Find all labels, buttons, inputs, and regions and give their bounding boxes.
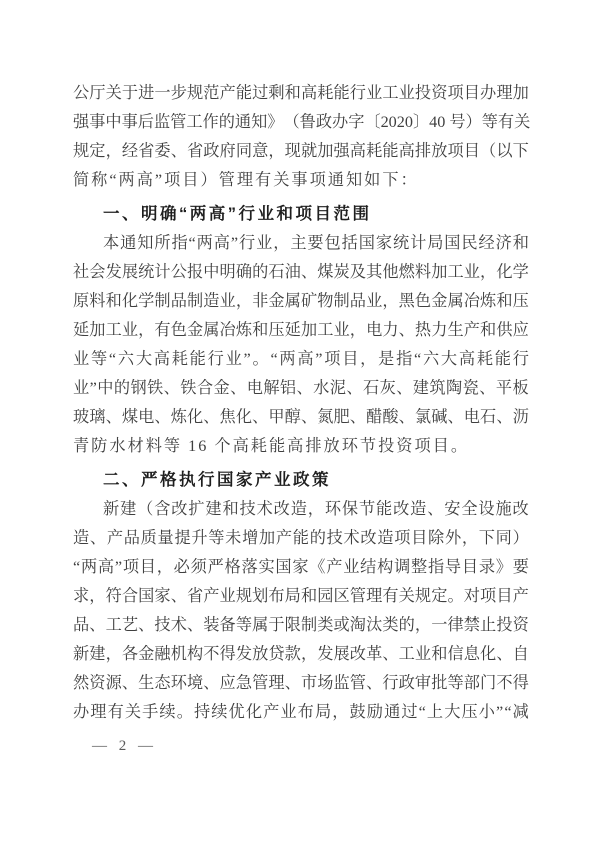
text-line: 本 通 知 所 指 “ 两 高 ” 行 业 ， 主 要 包 括 国 家 统 计 局 国 民 经 济 和 xyxy=(103,234,529,252)
text-line: 然 资 源 、 生 态 环 境 、 应 急 管 理 、 市 场 监 管 、 行 政 审 批 等 部 门 不 得 xyxy=(73,674,529,692)
text-line: 延 加 工 业 ， 有 色 金 属 冶 炼 和 压 延 加 工 业 ， 电 力 、 热 力 生 产 和 供 应 xyxy=(73,321,529,339)
section-2-heading: 二、严格执行国家产业政策 xyxy=(103,471,331,489)
text-line: 办 理 有 关 手 续 。 持 续 优 化 产 业 布 局 ， 鼓 励 通 过 “ 上 大 压 小 ” “ 减 xyxy=(73,703,529,721)
text-line: 玻 璃 、 煤 电 、 炼 化 、 焦 化 、 甲 醇 、 氮 肥 、 醋 酸 、 氯 碱 、 电 石 、 沥 xyxy=(73,408,529,426)
intro-paragraph xyxy=(73,79,529,195)
text-line: 规 定 ， 经 省 委 、 省 政 府 同 意 ， 现 就 加 强 高 耗 能 高 排 放 项 目 （ 以 下 xyxy=(73,142,529,160)
section-1-paragraph xyxy=(73,229,529,461)
text-line: 品 、 工 艺 、 技 术 、 装 备 等 属 于 限 制 类 或 淘 汰 类 的 ， 一 律 禁 止 投 资 xyxy=(73,616,529,634)
text-line: 新 建 ， 各 金 融 机 构 不 得 发 放 贷 款 ， 发 展 改 革 、 工 业 和 信 息 化 、 自 xyxy=(73,645,529,663)
text-line: 原 料 和 化 学 制 品 制 造 业 ， 非 金 属 矿 物 制 品 业 ， 黑 色 金 属 冶 炼 和 压 xyxy=(73,292,529,310)
text-line: 业 等 “ 六 大 高 耗 能 行 业 ” 。 “ 两 高 ” 项 目 ， 是 指 “ 六 大 高 耗 能 行 xyxy=(73,350,529,368)
section-1-heading: 一、明确“两高”行业和项目范围 xyxy=(103,205,372,223)
text-line: 新 建 （ 含 改 扩 建 和 技 术 改 造 ， 环 保 节 能 改 造 、 安 全 设 施 改 xyxy=(103,500,529,518)
text-line: 业 ” 中 的 钢 铁 、 铁 合 金 、 电 解 铝 、 水 泥 、 石 灰 、 建 筑 陶 瓷 、 平 板 xyxy=(73,379,529,397)
text-line: 社 会 发 展 统 计 公 报 中 明 确 的 石 油 、 煤 炭 及 其 他 燃 料 加 工 业 ， 化 学 xyxy=(73,263,529,281)
section-2-paragraph xyxy=(73,495,529,727)
page-number: — 2 — xyxy=(92,738,157,754)
text-line: 强 事 中 事 后 监 管 工 作 的 通 知 》 （ 鲁 政 办 字 〔 2020 〕 40 号 ） 等 有 关 xyxy=(73,113,531,131)
text-line: 青防水材料等 16 个高耗能高排放环节投资项目。 xyxy=(73,437,470,455)
text-line: 求 ， 符 合 国 家 、 省 产 业 规 划 布 局 和 园 区 管 理 有 关 规 定 。 对 项 目 产 xyxy=(73,587,529,605)
text-line: “ 两 高 ” 项 目 ， 必 须 严 格 落 实 国 家 《 产 业 结 构 调 整 指 导 目 录 》 要 xyxy=(73,558,529,576)
text-line: 公 厅 关 于 进 一 步 规 范 产 能 过 剩 和 高 耗 能 行 业 工 业 投 资 项 目 办 理 加 xyxy=(73,84,529,102)
text-line: 造 、 产 品 质 量 提 升 等 未 增 加 产 能 的 技 术 改 造 项 目 除 外 ， 下 同 ） xyxy=(73,529,529,547)
text-line: 简称“两高”项目）管理有关事项通知如下： xyxy=(73,171,419,189)
document-body xyxy=(73,79,529,727)
